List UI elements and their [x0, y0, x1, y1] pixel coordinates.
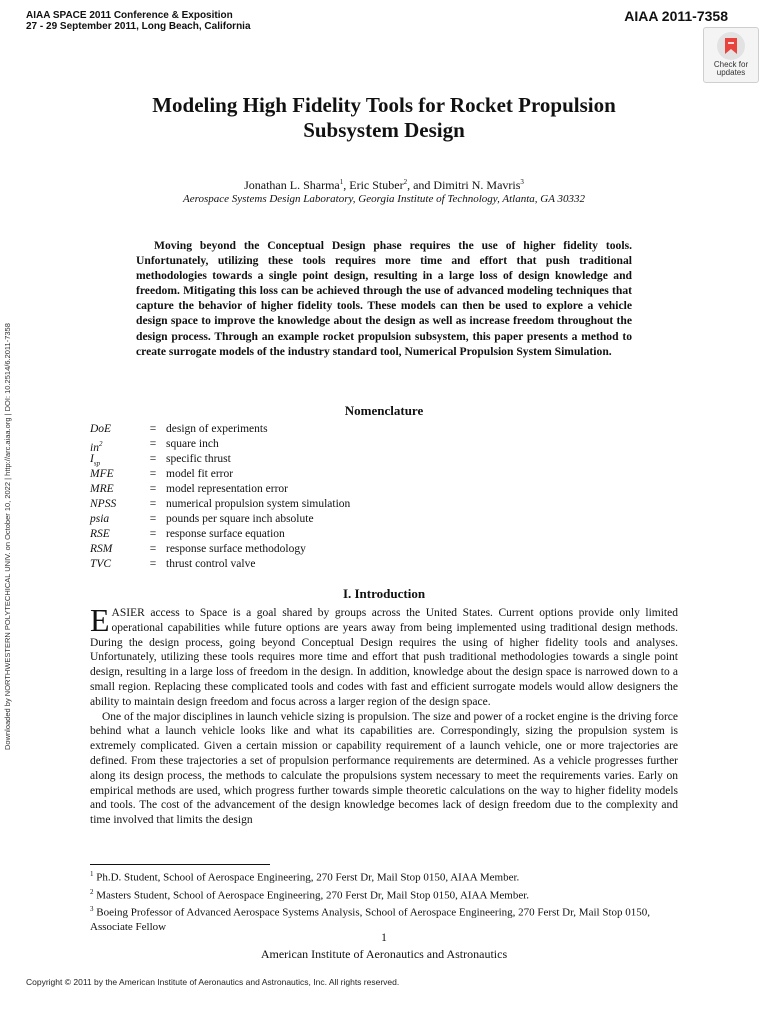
nomenclature-equals: = — [149, 498, 157, 510]
introduction-body — [90, 602, 678, 828]
footnote-divider — [90, 864, 270, 865]
footnote — [90, 867, 678, 885]
nomenclature-row — [90, 482, 350, 497]
nomenclature-abbr-cell — [90, 542, 144, 557]
author-footnote-mark: 1 — [339, 178, 344, 186]
nomenclature-abbr-cell — [90, 422, 144, 437]
nomenclature-row — [90, 542, 350, 557]
nomenclature-definition: model fit error — [166, 468, 234, 480]
nomenclature-abbr-sup: 2 — [98, 440, 103, 448]
page-number: 1 — [381, 932, 387, 944]
intro-paragraph-1 — [90, 602, 678, 710]
nomenclature-definition: model representation error — [166, 483, 288, 495]
title-line-2: Subsystem Design — [303, 118, 465, 142]
nomenclature-abbr-sub: sp — [93, 459, 101, 468]
conference-header — [26, 10, 251, 32]
nomenclature-list — [90, 422, 350, 572]
nomenclature-equals: = — [149, 528, 157, 540]
nomenclature-abbr-cell — [90, 497, 144, 512]
nomenclature-abbr: in — [90, 441, 99, 454]
nomenclature-equals: = — [149, 453, 157, 465]
paper-title — [100, 93, 668, 143]
nomenclature-row — [90, 437, 350, 452]
nomenclature-definition: square inch — [166, 438, 219, 450]
nomenclature-abbr-cell — [90, 467, 144, 482]
footnote-number: 3 — [90, 905, 94, 914]
nomenclature-heading: Nomenclature — [344, 403, 424, 418]
nomenclature-abbr: I — [90, 453, 94, 465]
nomenclature-abbr: DoE — [90, 423, 112, 435]
nomenclature-equals: = — [149, 468, 157, 480]
nomenclature-definition: pounds per square inch absolute — [166, 513, 314, 525]
drop-cap: E — [90, 602, 110, 638]
nomenclature-abbr-cell — [90, 512, 144, 527]
organization-name: American Institute of Aeronautics and Astronautics — [260, 947, 508, 961]
intro-paragraph-1-text: ASIER access to Space is a goal shared by groups across the United States. Current options provide only limited operational capabilities while future options are years away from being implemented using traditional design methods. During the design process, going beyond Conceptual Design requires the using of higher fidelity tools and analyses. Unfortunately, utilizing these tools requires more time and effort that push traditional methodologies towards a single point design, resulting in a large loss of freedom in the design. In addition, knowledge about the design space is narrowed down to a small region. Replacing these complicated tools and codes with fast and efficient surrogate models would allow designers the ability to maintain design freedom and focus across a larger region of the design space. — [90, 607, 678, 708]
nomenclature-abbr: RSM — [90, 543, 113, 555]
footnote-number: 2 — [90, 887, 94, 896]
nomenclature-row — [90, 557, 350, 572]
nomenclature-equals: = — [149, 423, 157, 435]
nomenclature-abbr: RSE — [90, 528, 110, 540]
nomenclature-equals: = — [149, 513, 157, 525]
author-name: Jonathan L. Sharma — [244, 178, 340, 192]
conference-dates: 27 - 29 September 2011, Long Beach, California — [26, 21, 251, 32]
nomenclature-definition: numerical propulsion system simulation — [166, 498, 351, 510]
abstract: Moving beyond the Conceptual Design phase requires the use of higher fidelity tools. Unfortunately, utilizing these tools requires more time and effort that push traditional methodologies towards a single point design, resulting in a large loss of design knowledge and freedom. Mitigating this loss can be achieved through the use of advanced modeling techniques that capture the behavior of higher fidelity tools. These models can then be used to explore a vehicle design space to improve the knowledge about the design as well as increase freedom throughout the design process. Through an example rocket propulsion subsystem, this paper presents a method to create surrogate models of the industry standard tool, Numerical Propulsion System Simulation. — [136, 239, 632, 358]
badge-label-line1: Check for — [713, 60, 749, 69]
nomenclature-equals: = — [149, 483, 157, 495]
nomenclature-row — [90, 512, 350, 527]
footnote — [90, 902, 678, 934]
footnotes — [90, 867, 678, 934]
nomenclature-abbr-cell — [90, 437, 144, 452]
paper-number: AIAA 2011-7358 — [624, 8, 728, 24]
download-stamp: Downloaded by NORTHWESTERN POLYTECHICAL UNIV. on October 10, 2022 | http://arc.aiaa.org | DOI: 10.2514/6.2011-7358 — [3, 323, 12, 750]
intro-paragraph-2: One of the major disciplines in launch vehicle sizing is propulsion. The size and power of a rocket engine is the driving force behind what a launch vehicle looks like and what its capabilities are. Correspondingly, sizing the propulsion system is extremely complicated. Given a certain mission or capability requirement of a launch vehicle, one or more trajectories are defined. From these trajectories a set of propulsion performance requirements are determined. As a vehicle progresses further along its design process, the methods to calculate the propulsions system necessary to meet the requirements varies. Early on empirical methods are used, which progress further towards simple theoretic calculations on the way to higher fidelity models and tools. The cost of the advancement of the design knowledge becomes lack of design freedom due to the complexity and time involved that limits the design — [90, 710, 678, 827]
title-line-1: Modeling High Fidelity Tools for Rocket Propulsion — [152, 93, 616, 117]
nomenclature-definition: response surface methodology — [166, 543, 306, 555]
author-footnote-mark: 2 — [403, 178, 408, 186]
nomenclature-abbr: MFE — [90, 468, 114, 480]
nomenclature-abbr-cell — [90, 482, 144, 497]
nomenclature-definition: specific thrust — [166, 453, 231, 465]
author-footnote-mark: 3 — [520, 178, 524, 186]
nomenclature-abbr: MRE — [90, 483, 114, 495]
introduction-heading: I. Introduction — [342, 586, 426, 601]
nomenclature-definition: thrust control valve — [166, 558, 256, 570]
nomenclature-equals: = — [149, 543, 157, 555]
nomenclature-equals: = — [149, 558, 157, 570]
author-name: , Eric Stuber — [343, 178, 404, 192]
affiliation: Aerospace Systems Design Laboratory, Georgia Institute of Technology, Atlanta, GA 30332 — [183, 193, 585, 205]
footnote-text: Ph.D. Student, School of Aerospace Engineering, 270 Ferst Dr, Mail Stop 0150, AIAA Member. — [96, 871, 520, 884]
conference-name: AIAA SPACE 2011 Conference & Exposition — [26, 10, 233, 21]
nomenclature-abbr: psia — [90, 513, 110, 525]
nomenclature-definition: design of experiments — [166, 423, 268, 435]
check-for-updates-badge[interactable] — [703, 27, 759, 83]
nomenclature-abbr: NPSS — [90, 498, 117, 510]
nomenclature-abbr-cell — [90, 527, 144, 542]
nomenclature-abbr-cell — [90, 557, 144, 572]
footnote-text: Masters Student, School of Aerospace Engineering, 270 Ferst Dr, Mail Stop 0150, AIAA Member. — [96, 889, 530, 902]
bookmark-icon — [717, 32, 745, 60]
badge-label-line2: updates — [716, 68, 746, 77]
nomenclature-equals: = — [149, 438, 157, 450]
author-name: , and Dimitri N. Mavris — [407, 178, 521, 192]
nomenclature-abbr: TVC — [90, 558, 112, 570]
footnote-number: 1 — [90, 870, 94, 878]
nomenclature-row — [90, 422, 350, 437]
author-list — [100, 178, 668, 193]
nomenclature-row — [90, 467, 350, 482]
nomenclature-row — [90, 527, 350, 542]
nomenclature-row — [90, 452, 350, 467]
copyright-notice: Copyright © 2011 by the American Institute of Aeronautics and Astronautics, Inc. All rights reserved. — [26, 977, 400, 987]
nomenclature-abbr-cell — [90, 452, 144, 467]
nomenclature-definition: response surface equation — [166, 528, 285, 540]
footnote — [90, 885, 678, 903]
footnote-text: Boeing Professor of Advanced Aerospace Systems Analysis, School of Aerospace Engineering, 270 Ferst Dr, Mail Stop 0150, Associate Fellow — [90, 906, 651, 933]
nomenclature-row — [90, 497, 350, 512]
